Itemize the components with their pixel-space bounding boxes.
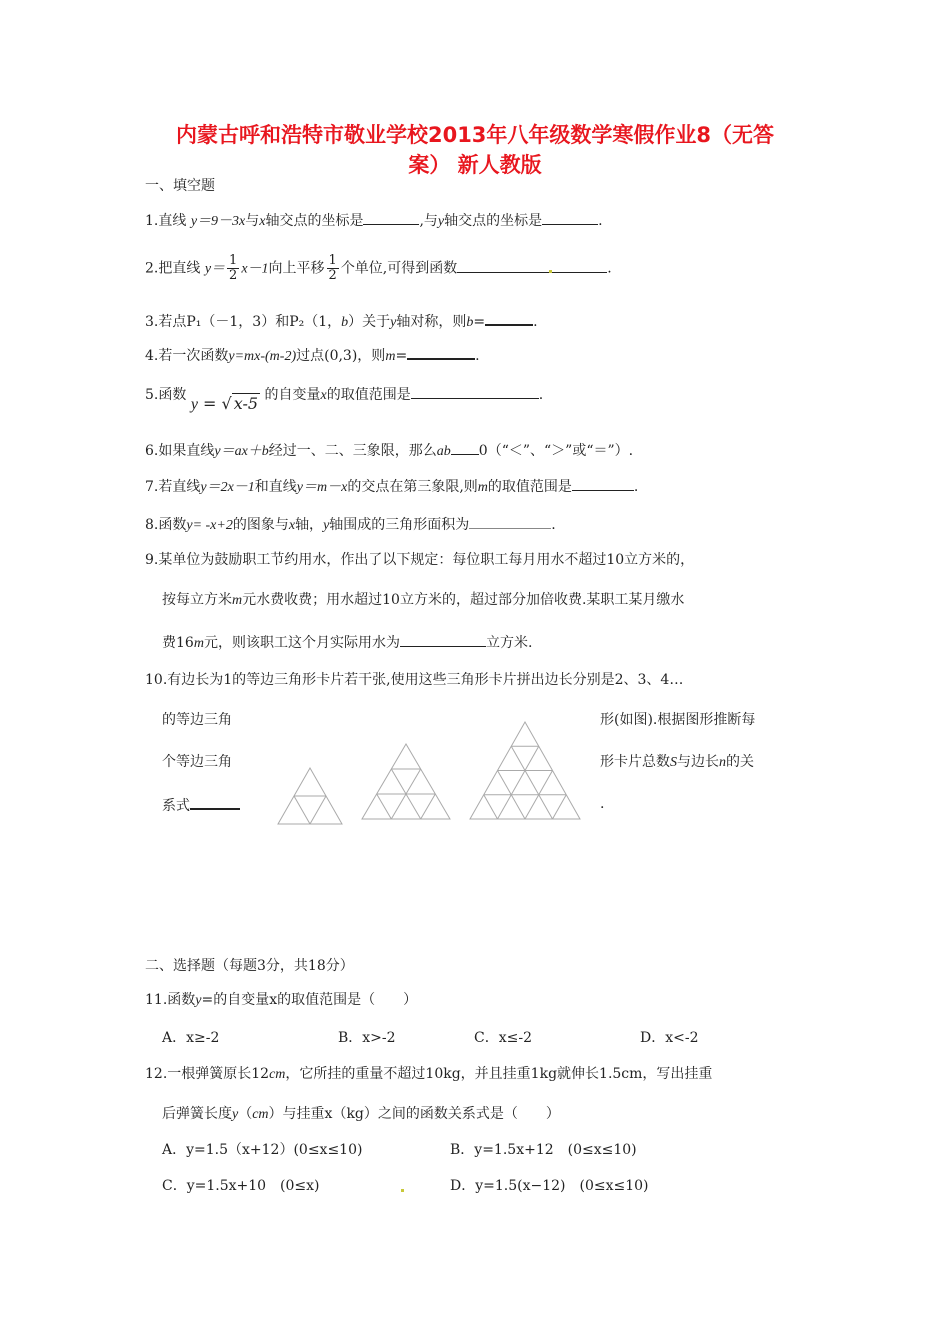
question-11-option-a[interactable]: A．x≥-2 xyxy=(162,1030,220,1046)
title-line-2: 案） 新人教版 xyxy=(408,153,542,177)
answer-blank[interactable] xyxy=(400,632,486,647)
answer-blank[interactable] xyxy=(451,440,479,455)
question-10-left-1: 的等边三角 xyxy=(162,712,232,728)
page-title xyxy=(120,120,830,180)
question-4: 4.若一次函数y=mx-(m-2)过点(0,3)，则m= . xyxy=(145,344,480,367)
answer-blank[interactable] xyxy=(542,210,598,225)
stray-dot xyxy=(401,1189,404,1192)
answer-blank[interactable] xyxy=(485,310,533,326)
question-9-line-2: 按每立方米m元水费收费；用水超过10立方米的，超过部分加倍收费.某职工某月缴水 xyxy=(162,592,685,608)
fraction: $\frac{1}{2}$ xyxy=(229,253,238,283)
question-11-option-d[interactable]: D．x<-2 xyxy=(640,1030,699,1046)
question-12-option-d[interactable]: D．y=1.5(x−12) (0≤x≤10) xyxy=(450,1178,649,1194)
question-12-line-2: 后弹簧长度y（cm）与挂重x（kg）之间的函数关系式是（ ） xyxy=(162,1106,560,1122)
triangle-figure-side-4 xyxy=(468,720,582,822)
answer-blank[interactable] xyxy=(190,794,240,810)
question-11-option-c[interactable]: C．x≤-2 xyxy=(474,1030,532,1046)
triangle-figure-side-3 xyxy=(360,742,452,822)
question-3: 3.若点P₁（－1，3）和P₂（1，b）关于y轴对称，则b= . xyxy=(145,310,538,333)
question-11-option-b[interactable]: B．x>-2 xyxy=(338,1030,396,1046)
question-10-left-3: 系式 xyxy=(162,794,240,816)
stray-dot xyxy=(549,270,552,273)
question-2: 2.把直线 y＝ $\frac{1}{2}$ x－1向上平移 $\frac{1}{2}$ 个单位,可得到函数 . xyxy=(145,253,612,283)
radical-expression: y = √ x-5 xyxy=(190,394,259,413)
answer-blank[interactable] xyxy=(572,476,634,491)
question-7: 7.若直线y＝2x－1和直线y＝m－x的交点在第三象限,则m的取值范围是 . xyxy=(145,476,638,498)
triangle-figure-side-2 xyxy=(276,766,346,826)
section-heading-fill-in: 一、填空题 xyxy=(145,178,215,194)
question-12-option-c[interactable]: C．y=1.5x+10 (0≤x) xyxy=(162,1178,320,1194)
question-10-right-3: . xyxy=(600,796,605,812)
question-10-right-2: 形卡片总数S与边长n的关 xyxy=(600,754,754,770)
question-5: 5.函数 y = √ x-5 的自变量x的取值范围是 . xyxy=(145,384,543,406)
question-12-option-b[interactable]: B．y=1.5x+12 (0≤x≤10) xyxy=(450,1142,637,1158)
question-10-line-1: 10.有边长为1的等边三角形卡片若干张,使用这些三角形卡片拼出边长分别是2、3、4… xyxy=(145,672,684,688)
question-9-line-1: 9.某单位为鼓励职工节约用水，作出了以下规定：每位职工每月用水不超过10立方米的， xyxy=(145,552,695,568)
question-12-option-a[interactable]: A．y=1.5（x+12）(0≤x≤10) xyxy=(162,1142,363,1158)
question-1: 1.直线 y＝9－3x与x轴交点的坐标是 ,与y轴交点的坐标是 . xyxy=(145,210,603,232)
question-9-line-3: 费16m元，则该职工这个月实际用水为 立方米. xyxy=(162,632,532,654)
title-line-1: 内蒙古呼和浩特市敬业学校2013年八年级数学寒假作业8（无答 xyxy=(175,123,775,147)
question-11: 11.函数y=的自变量x的取值范围是（ ） xyxy=(145,992,418,1008)
question-12-line-1: 12.一根弹簧原长12cm，它所挂的重量不超过10kg，并且挂重1kg就伸长1.5cm，写出挂重 xyxy=(145,1066,713,1082)
question-10-left-2: 个等边三角 xyxy=(162,754,232,770)
question-6: 6.如果直线y＝ax＋b经过一、二、三象限，那么ab 0（“＜”、“＞”或“＝”）. xyxy=(145,440,633,462)
question-10-right-1: 形(如图).根据图形推断每 xyxy=(600,712,756,728)
answer-blank[interactable] xyxy=(457,258,607,273)
answer-blank[interactable] xyxy=(411,384,539,399)
answer-blank[interactable] xyxy=(407,344,475,360)
equation: y＝9－3x xyxy=(190,214,246,229)
answer-blank[interactable] xyxy=(363,210,419,225)
section-heading-choice: 二、选择题（每题3分，共18分） xyxy=(145,958,354,974)
answer-blank[interactable] xyxy=(469,514,551,529)
question-8: 8.函数y= -x+2的图象与x轴，y轴围成的三角形面积为 . xyxy=(145,514,556,536)
fraction: $\frac{1}{2}$ xyxy=(328,253,337,283)
